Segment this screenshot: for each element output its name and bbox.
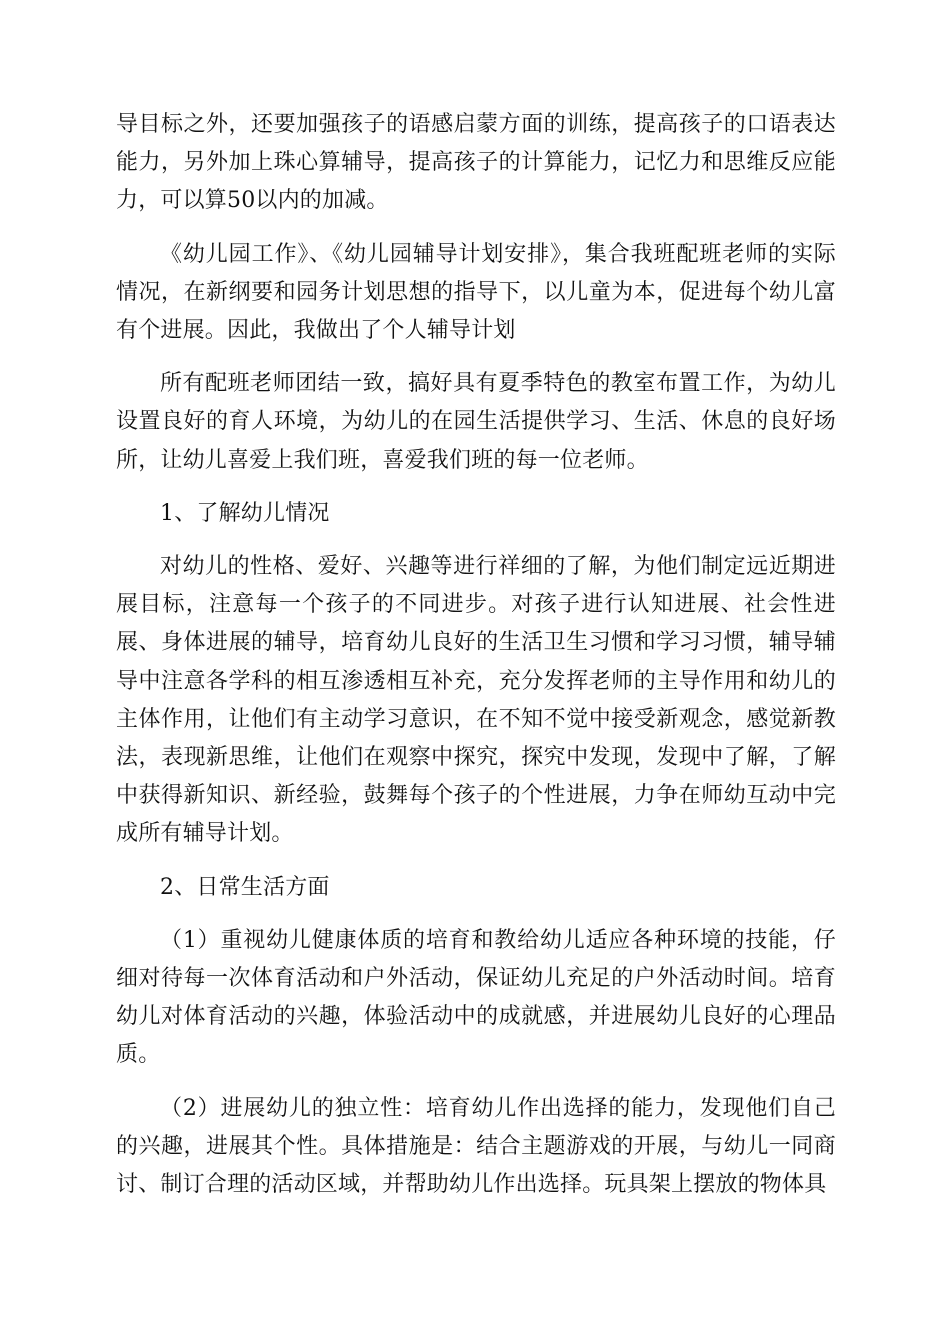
section-heading-2: 2、日常生活方面 bbox=[160, 874, 330, 900]
document-body bbox=[116, 106, 836, 1219]
section-heading-1: 1、了解幼儿情况 bbox=[160, 500, 330, 526]
paragraph-8: （2）进展幼儿的独立性：培育幼儿作出选择的能力，发现他们自己的兴趣，进展其个性。具体措施是：结合主题游戏的开展，与幼儿一同商讨、制订合理的活动区域，并帮助幼儿作出选择。玩具架上摆放的物体具 bbox=[116, 1095, 836, 1198]
paragraph-2: 《幼儿园工作》、《幼儿园辅导计划安排》，集合我班配班老师的实际情况，在新纲要和园务计划思想的指导下，以儿童为本，促进每个幼儿富有个进展。因此，我做出了个人辅导计划 bbox=[116, 241, 836, 344]
paragraph-3: 所有配班老师团结一致，搞好具有夏季特色的教室布置工作，为幼儿设置良好的育人环境，为幼儿的在园生活提供学习、生活、休息的良好场所，让幼儿喜爱上我们班，喜爱我们班的每一位老师。 bbox=[116, 371, 836, 473]
paragraph-1: 导目标之外，还要加强孩子的语感启蒙方面的训练，提高孩子的口语表达能力，另外加上珠心算辅导，提高孩子的计算能力，记忆力和思维反应能力，可以算50以内的加减。 bbox=[116, 112, 836, 214]
paragraph-7: （1）重视幼儿健康体质的培育和教给幼儿适应各种环境的技能，仔细对待每一次体育活动和户外活动，保证幼儿充足的户外活动时间。培育幼儿对体育活动的兴趣，体验活动中的成就感，并进展幼儿良好的心理品质。 bbox=[116, 927, 836, 1068]
paragraph-5: 对幼儿的性格、爱好、兴趣等进行祥细的了解，为他们制定远近期进展目标，注意每一个孩子的不同进步。对孩子进行认知进展、社会性进展、身体进展的辅导，培育幼儿良好的生活卫生习惯和学习习惯，辅导辅导中注意各学科的相互渗透相互补充，充分发挥老师的主导作用和幼儿的主体作用，让他们有主动学习意识，在不知不觉中接受新观念，感觉新教法，表现新思维，让他们在观察中探究，探究中发现，发现中了解，了解中获得新知识、新经验，鼓舞每个孩子的个性进展，力争在师幼互动中完成所有辅导计划。 bbox=[116, 554, 836, 847]
